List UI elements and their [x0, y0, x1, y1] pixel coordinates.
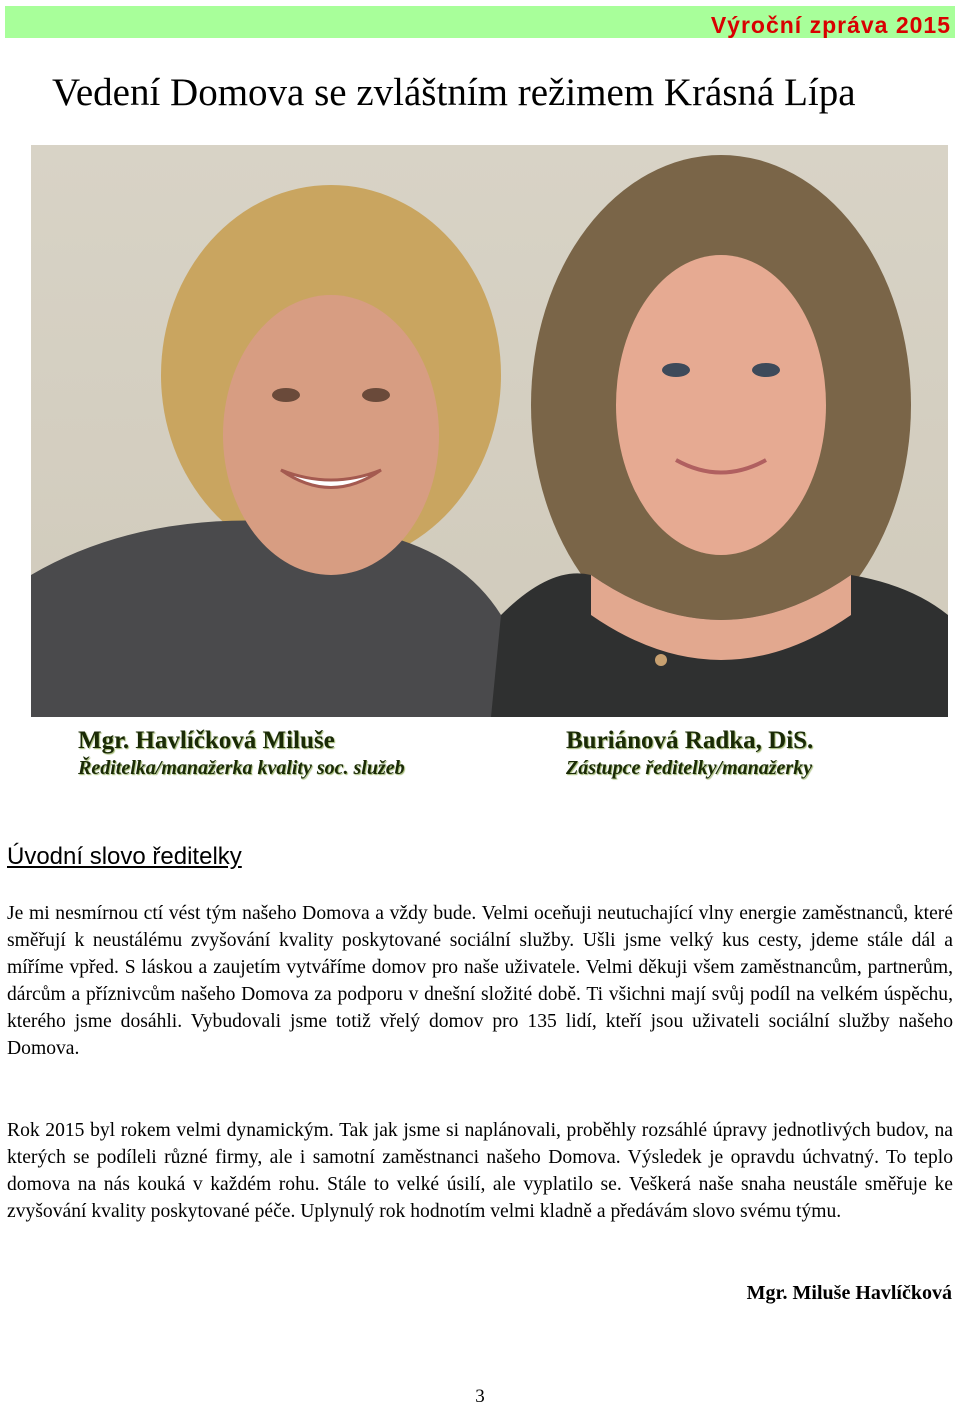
right-person-face — [616, 255, 826, 555]
page-number: 3 — [475, 1386, 485, 1407]
left-person-body — [31, 521, 501, 717]
intro-paragraph-2: Rok 2015 byl rokem velmi dynamickým. Tak jak jsme si naplánovali, proběhly rozsáhlé úpravy jednotlivých budov, na kterých se podíleli různé firmy, ale i samotní zaměstnanci našeho Domova. Výsledek je opravdu úchvatný. To teplo domova na nás kouká v každém rohu. Stále to velké úsilí, ale vyplatilo se. Veškerá naše snaha neustále směřuje ke zvyšování kvality poskytované péče. Uplynulý rok hodnotím velmi kladně a předávám slovo svému týmu. — [7, 1120, 953, 1222]
photo-illustration — [31, 145, 948, 717]
section-heading: Úvodní slovo ředitelky — [7, 843, 242, 870]
pendant-icon — [655, 654, 667, 666]
left-person-role: Ředitelka/manažerka kvality soc. služeb — [78, 757, 405, 779]
right-person-role: Zástupce ředitelky/manažerky — [566, 757, 813, 779]
page-title: Vedení Domova se zvláštním režimem Krásná Lípa — [52, 71, 856, 114]
signature: Mgr. Miluše Havlíčková — [746, 1282, 952, 1304]
leadership-photo — [31, 145, 948, 717]
report-title: Výroční zpráva 2015 — [710, 12, 951, 38]
header-band — [5, 6, 955, 38]
intro-paragraph-1: Je mi nesmírnou ctí vést tým našeho Domova a vždy bude. Velmi oceňuji neutuchající vlny energie zaměstnanců, které směřují k neustálému zvyšování kvality poskytované sociální služby. Ušli jsme velký kus cesty, jdeme stále dál a míříme vpřed. S láskou a zaujetím vytváříme domov pro naše uživatele. Velmi děkuji všem zaměstnancům, partnerům, dárcům a příznivcům našeho Domova za podporu v dnešní složité době. Ti všichni mají svůj podíl na velkém úspěchu, kterého jsme dosáhli. Vybudovali jsme totiž vřelý domov pro 135 lidí, kteří jsou uživateli sociální služby našeho Domova. — [7, 903, 953, 1059]
right-person-name: Buriánová Radka, DiS. — [566, 727, 814, 754]
left-person-name: Mgr. Havlíčková Miluše — [78, 727, 335, 754]
left-person-face — [223, 295, 439, 575]
